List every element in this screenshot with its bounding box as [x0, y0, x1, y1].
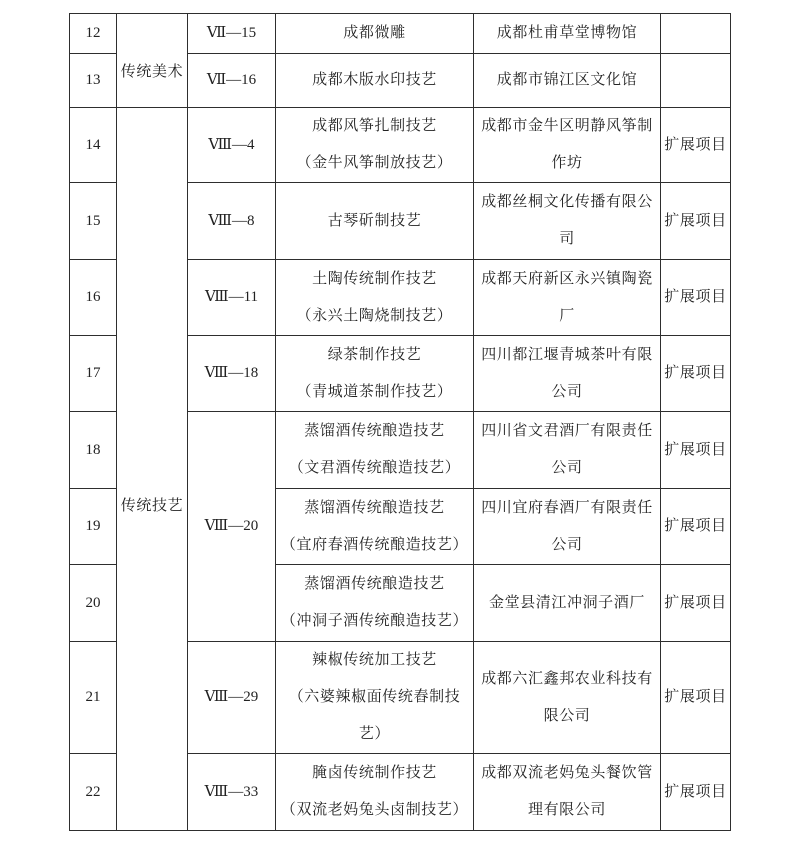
project-name: 成都微雕 [343, 25, 406, 41]
row-number: 17 [70, 336, 117, 412]
project-name-cell [276, 260, 474, 336]
project-name: 古琴斫制技艺 [327, 212, 422, 229]
project-name-block [277, 108, 472, 182]
project-subname: （永兴土陶烧制技艺） [296, 307, 453, 324]
table-row [70, 108, 731, 183]
protection-unit: 成都天府新区永兴镇陶瓷厂 [481, 270, 653, 324]
project-code: Ⅶ—16 [188, 54, 276, 108]
protection-unit-cell [474, 754, 661, 831]
project-name-block [277, 337, 472, 411]
project-name: 成都风筝扎制技艺 [312, 118, 437, 134]
project-name: 土陶传统制作技艺 [312, 270, 437, 287]
project-name: 蒸馏酒传统酿造技艺 [304, 499, 445, 516]
note-cell: 扩展项目 [661, 642, 731, 754]
project-code: Ⅷ—18 [188, 336, 276, 412]
protection-unit: 四川都江堰青城茶叶有限公司 [481, 346, 653, 400]
project-name-cell [276, 336, 474, 412]
project-name-block [277, 261, 472, 335]
row-number: 18 [70, 412, 117, 489]
note-cell [661, 14, 731, 54]
row-number: 19 [70, 489, 117, 565]
project-name: 辣椒传统加工技艺 [312, 652, 437, 668]
note-cell: 扩展项目 [661, 108, 731, 183]
note-cell: 扩展项目 [661, 336, 731, 412]
protection-unit: 成都六汇鑫邦农业科技有限公司 [481, 670, 653, 724]
project-code: Ⅷ—4 [188, 108, 276, 183]
project-subname: （冲洞子酒传统酿造技艺） [280, 613, 469, 629]
row-number: 20 [70, 565, 117, 642]
protection-unit-cell [474, 108, 661, 183]
project-name-block [277, 566, 472, 640]
row-number: 14 [70, 108, 117, 183]
category-label: 传统美术 [120, 64, 184, 80]
project-code: Ⅶ—15 [188, 14, 276, 54]
protection-unit-cell [474, 14, 661, 54]
project-name-cell [276, 108, 474, 183]
project-code: Ⅷ—8 [188, 183, 276, 260]
project-name-cell [276, 565, 474, 642]
category-cell [117, 108, 188, 831]
category-label: 传统技艺 [120, 498, 184, 514]
row-number: 12 [70, 14, 117, 54]
protection-unit: 成都丝桐文化传播有限公司 [481, 194, 653, 247]
protection-unit-cell [474, 489, 661, 565]
note-cell: 扩展项目 [661, 489, 731, 565]
project-name-block [277, 642, 472, 753]
note-cell [661, 54, 731, 108]
project-name: 绿茶制作技艺 [327, 346, 422, 363]
row-number: 13 [70, 54, 117, 108]
note-cell: 扩展项目 [661, 260, 731, 336]
table-row [70, 14, 731, 54]
protection-unit-cell [474, 336, 661, 412]
note-cell: 扩展项目 [661, 754, 731, 831]
project-subname: （青城道茶制作技艺） [296, 383, 453, 400]
protection-unit: 四川宜府春酒厂有限责任公司 [481, 499, 653, 553]
protection-unit-cell [474, 565, 661, 642]
note-cell: 扩展项目 [661, 412, 731, 489]
project-subname: （金牛风筝制放技艺） [296, 155, 453, 171]
project-subname: （文君酒传统酿造技艺） [288, 460, 461, 476]
protection-unit: 成都杜甫草堂博物馆 [496, 25, 638, 41]
protection-unit-cell [474, 260, 661, 336]
protection-unit: 成都市锦江区文化馆 [496, 72, 638, 88]
protection-unit: 成都市金牛区明静风筝制作坊 [481, 118, 653, 171]
project-name-cell [276, 183, 474, 260]
project-name-cell [276, 412, 474, 489]
protection-unit-cell [474, 54, 661, 108]
protection-unit-cell [474, 412, 661, 489]
note-cell: 扩展项目 [661, 565, 731, 642]
protection-unit: 四川省文君酒厂有限责任公司 [481, 423, 653, 476]
heritage-project-table [69, 13, 731, 831]
project-name: 蒸馏酒传统酿造技艺 [304, 576, 445, 592]
project-name-cell [276, 54, 474, 108]
project-code: Ⅷ—20 [188, 412, 276, 642]
protection-unit: 成都双流老妈兔头餐饮管理有限公司 [481, 765, 653, 818]
project-code: Ⅷ—11 [188, 260, 276, 336]
project-name-block [277, 203, 472, 240]
project-name-block [277, 755, 472, 829]
protection-unit-cell [474, 642, 661, 754]
project-subname: （双流老妈兔头卤制技艺） [280, 802, 469, 818]
protection-unit-cell [474, 183, 661, 260]
project-code: Ⅷ—33 [188, 754, 276, 831]
project-name: 成都木版水印技艺 [312, 72, 437, 88]
protection-unit: 金堂县清江冲洞子酒厂 [488, 594, 645, 611]
row-number: 16 [70, 260, 117, 336]
row-number: 15 [70, 183, 117, 260]
project-name-cell [276, 14, 474, 54]
project-subname: （宜府春酒传统酿造技艺） [280, 536, 469, 553]
project-subname: （六婆辣椒面传统舂制技艺） [288, 689, 461, 742]
project-name-block [277, 15, 472, 52]
project-name-block [277, 490, 472, 564]
project-name: 蒸馏酒传统酿造技艺 [304, 423, 445, 439]
project-name-cell [276, 489, 474, 565]
project-name-block [277, 413, 472, 487]
project-name: 腌卤传统制作技艺 [312, 765, 437, 781]
project-code: Ⅷ—29 [188, 642, 276, 754]
note-cell: 扩展项目 [661, 183, 731, 260]
row-number: 21 [70, 642, 117, 754]
project-name-block [277, 62, 472, 99]
row-number: 22 [70, 754, 117, 831]
project-name-cell [276, 754, 474, 831]
category-cell [117, 14, 188, 108]
project-name-cell [276, 642, 474, 754]
